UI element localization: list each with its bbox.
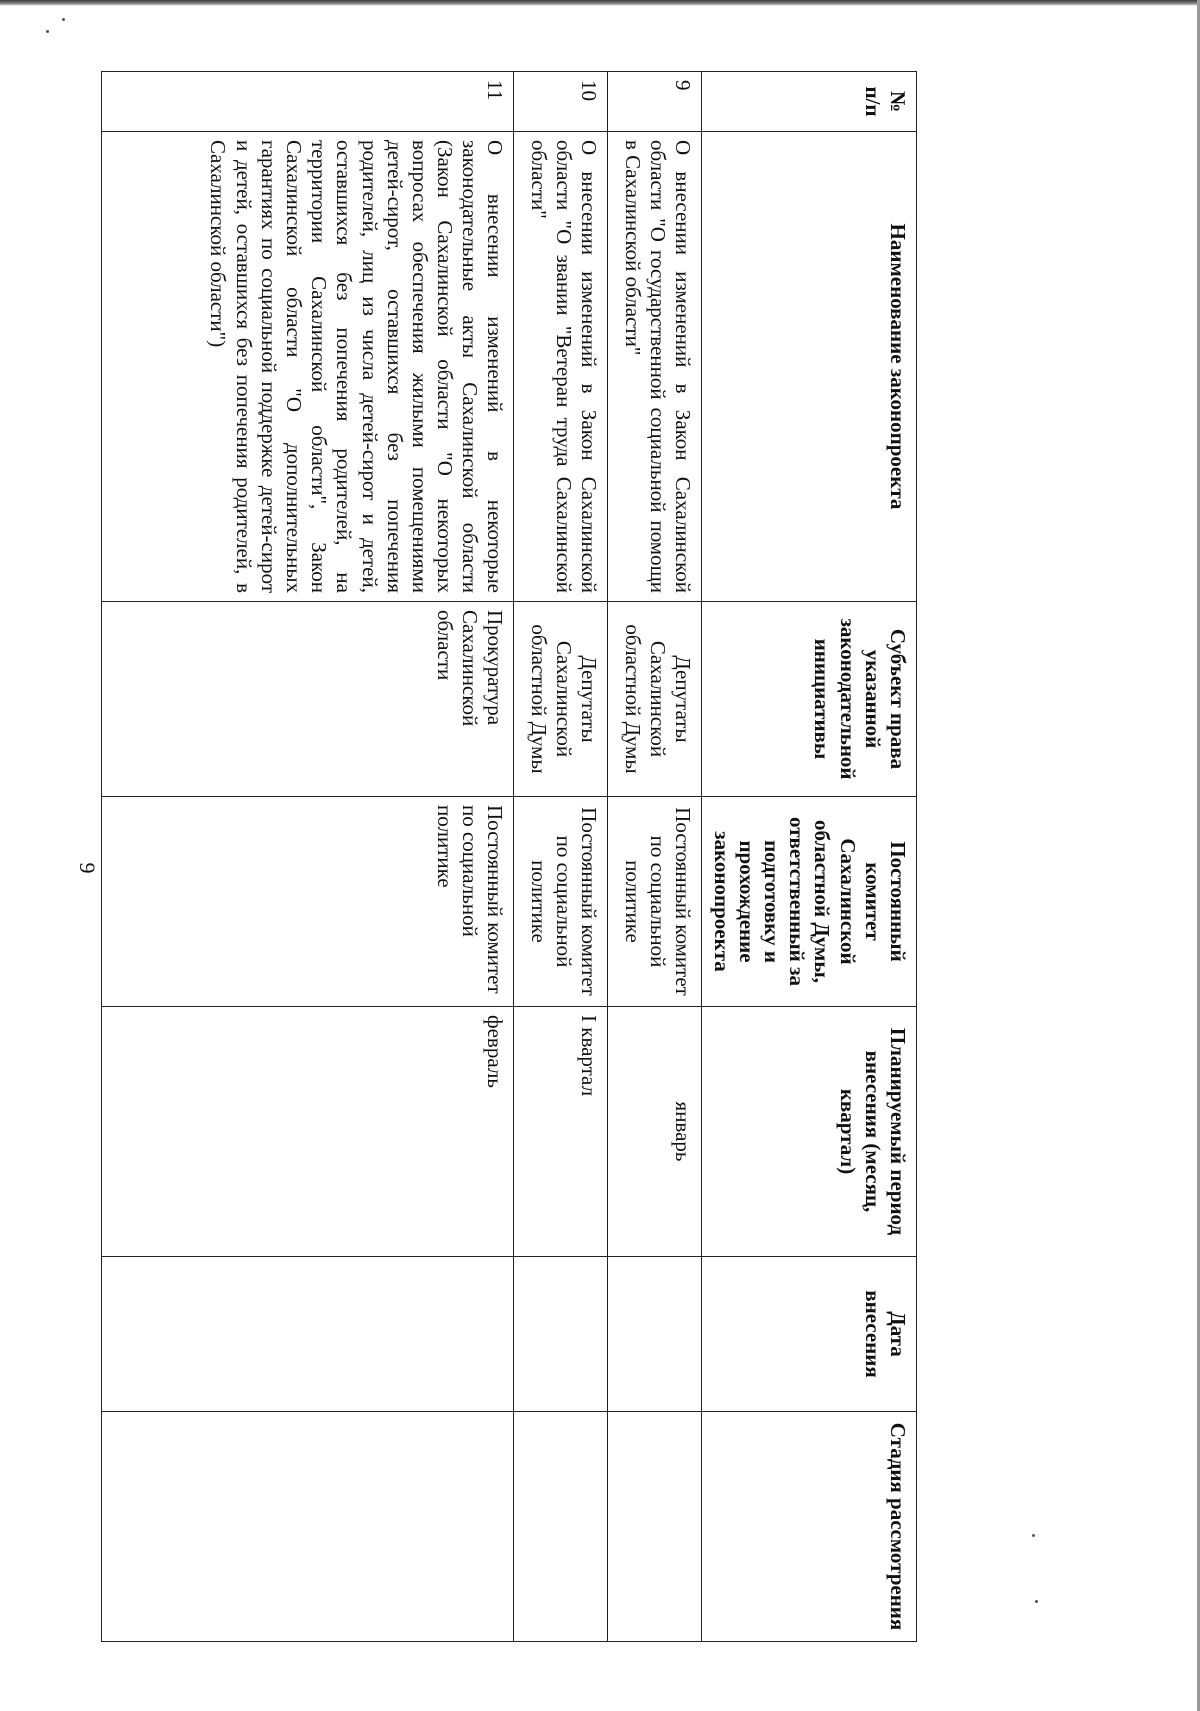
header-name: Наименование законопроекта [702, 132, 917, 602]
row-date [514, 1257, 608, 1412]
row-num: 11 [102, 72, 515, 132]
row-name: О внесении изменений в Закон Сахалинской области "О звании "Ветеран труда Сахалинской области" [514, 132, 608, 602]
header-date: Дата внесения [702, 1257, 917, 1412]
row-period: февраль [102, 1007, 515, 1257]
header-period: Планируемый период внесения (месяц, квартал) [702, 1007, 917, 1257]
row-subject: Депутаты Сахалинской областной Думы [608, 602, 702, 797]
scan-speck [46, 30, 49, 33]
header-num: № п/п [702, 72, 917, 132]
legislative-plan-table [101, 71, 917, 1642]
row-subject: Депутаты Сахалинской областной Думы [514, 602, 608, 797]
row-date [608, 1257, 702, 1412]
row-stage [608, 1412, 702, 1642]
header-committee: Постоянный комитет Сахалинской областной Думы, ответственный за подготовку и прохождение законопроекта [702, 797, 917, 1007]
scan-speck [62, 18, 65, 21]
row-committee: Постоянный комитет по социальной политике [102, 797, 515, 1007]
row-num: 9 [608, 72, 702, 132]
header-subject: Субъект права указанной законодательной инициативы [702, 602, 917, 797]
table-header-row [702, 72, 917, 1642]
row-period: январь [608, 1007, 702, 1257]
row-period: I квартал [514, 1007, 608, 1257]
scan-speck [1035, 1600, 1038, 1603]
table-row [608, 72, 702, 1642]
row-stage [514, 1412, 608, 1642]
page-number: 9 [75, 862, 100, 874]
scan-speck [1032, 1534, 1035, 1537]
row-subject: Прокуратура Сахалинской области [102, 602, 515, 797]
table-row [102, 72, 515, 1642]
rotated-table-container [101, 71, 917, 1641]
row-name: О внесении изменений в некоторые законодательные акты Сахалинской области (Закон Сахалинской области "О некоторых вопросах обеспечения жилыми помещениями детей-сирот, оставшихся без попечения родителей, лиц из числа детей-сирот и детей, оставшихся без попечения родителей, на территории Сахалинской области", Закон Сахалинской области "О дополнительных гарантиях по социальной поддержке детей-сирот и детей, оставшихся без попечения родителей, в Сахалинской области") [102, 132, 515, 602]
table-row [514, 72, 608, 1642]
scan-edge-top [0, 0, 1200, 6]
row-name: О внесении изменений в Закон Сахалинской области "О государственной социальной помощи в Сахалинской области" [608, 132, 702, 602]
row-committee: Постоянный комитет по социальной политике [514, 797, 608, 1007]
row-stage [102, 1412, 515, 1642]
row-date [102, 1257, 515, 1412]
row-num: 10 [514, 72, 608, 132]
header-stage: Стадия рассмотрения [702, 1412, 917, 1642]
row-committee: Постоянный комитет по социальной политике [608, 797, 702, 1007]
